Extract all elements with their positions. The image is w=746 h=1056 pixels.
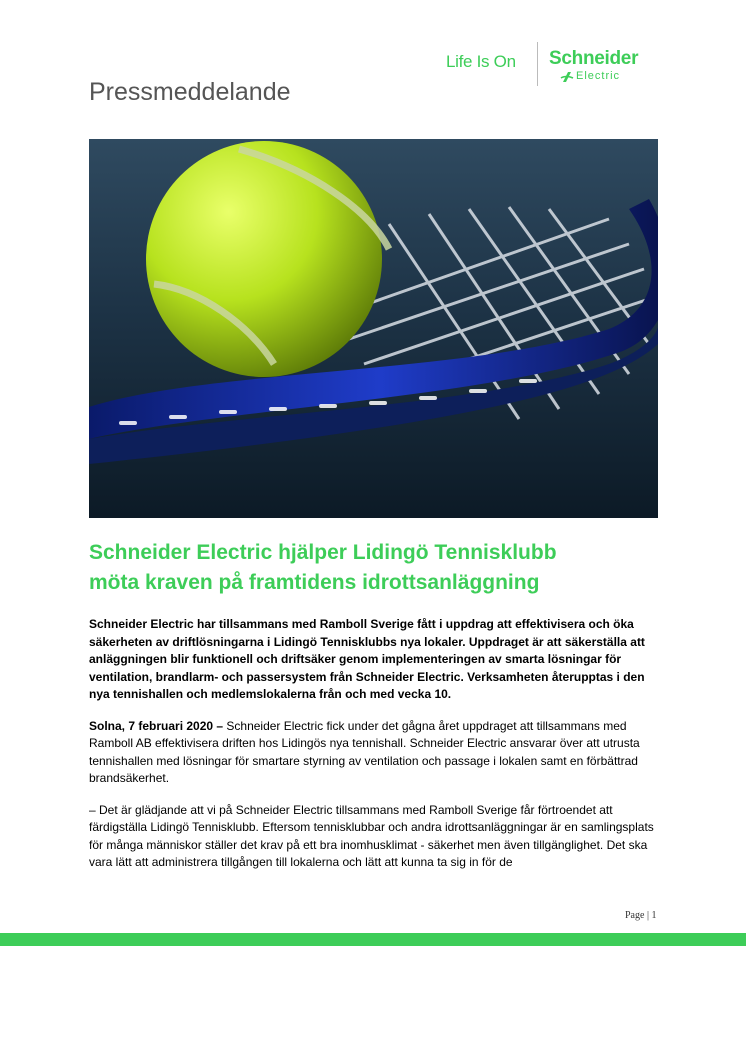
paragraph-1 [89, 718, 664, 788]
schneider-mark-icon [560, 70, 574, 84]
hero-photo [89, 139, 658, 518]
headline-line-1: Schneider Electric hjälper Lidingö Tennisklubb [89, 541, 557, 564]
headline [89, 538, 669, 598]
paragraph-1-text: Schneider Electric fick under det gågna året uppdraget att tillsammans med Ramboll AB effektivisera driften hos Lidingös nya tennishall. Schneider Electric ansvarar över att utrusta tennishallen med lösningar för smartare styrning av ventilation och passage i lokalen samt en förbättrad brandsäkerhet. [89, 718, 640, 785]
logo-divider [537, 42, 538, 86]
logo-subword: Electric [576, 70, 621, 82]
brand-logo [446, 42, 660, 88]
tagline: Life Is On [446, 52, 516, 71]
page-title: Pressmeddelande [89, 78, 291, 106]
article-body [89, 616, 664, 886]
lead-paragraph: Schneider Electric har tillsammans med Ramboll Sverige fått i uppdrag att effektivisera och öka säkerheten av driftlösningarna i Lidingö Tennisklubbs nya lokaler. Uppdraget är att säkerställa att anläggningen blir funktionell och driftsäker genom implementeringen av smarta lösningar för ventilation, brandlarm- och passersystem från Schneider Electric. Verksamheten återupptas i den nya tennishallen och medlemslokalerna från och med vecka 10. [89, 617, 645, 701]
footer-bar [0, 933, 746, 946]
tennis-ball-racket-image [89, 139, 658, 518]
logo-wordmark: Schneider [549, 48, 639, 69]
paragraph-2: – Det är glädjande att vi på Schneider Electric tillsammans med Ramboll Sverige får förtroendet att färdigställa Lidingö Tennisklubb. Eftersom tennisklubbar och andra idrottsanläggningar är en samlingsplats för många människor ställer det krav på ett bra inomhusklimat - säkerhet men även tillgänglighet. Det ska vara lätt att administrera tillgången till lokalerna och lätt att kunna ta sig in för de [89, 802, 654, 869]
page-number: Page | 1 [625, 910, 657, 921]
headline-line-2: möta kraven på framtidens idrottsanläggning [89, 571, 540, 594]
dateline: Solna, 7 februari 2020 – [89, 718, 224, 733]
